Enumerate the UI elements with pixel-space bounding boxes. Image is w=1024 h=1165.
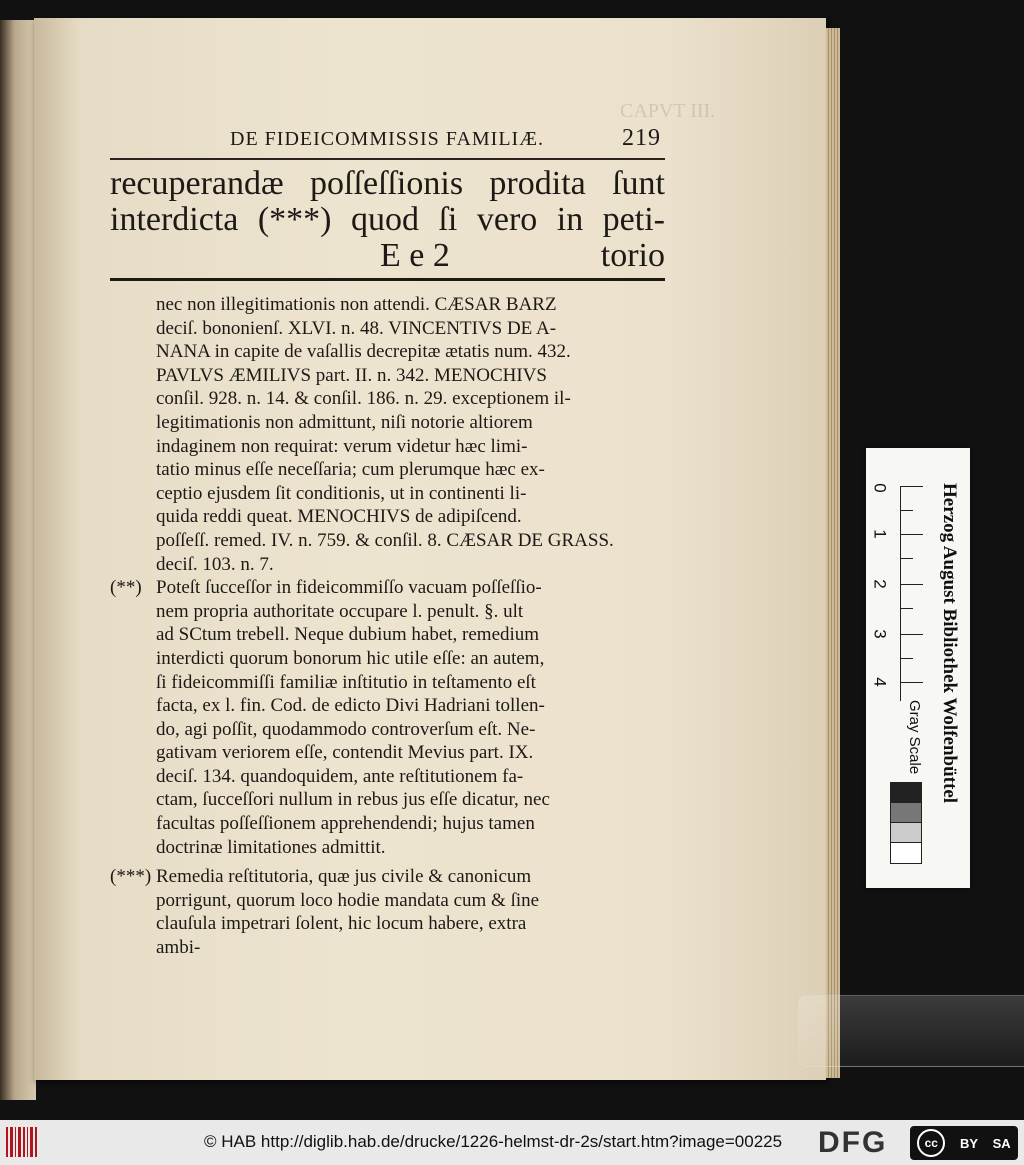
sa-label: SA <box>992 1135 1011 1151</box>
page-text-block <box>110 125 665 960</box>
body-line: conſil. 928. n. 14. & conſil. 186. n. 29. exceptionem il- <box>156 388 571 410</box>
body-line: NANA in capite de vaſallis decrepitæ ætatis num. 432. <box>156 341 571 363</box>
by-label: BY <box>959 1135 978 1151</box>
section-rule <box>110 278 665 281</box>
body-line: legitimationis non admittunt, niſi notorie altiorem <box>156 411 533 433</box>
note-line: porrigunt, quorum loco hodie mandata cum & ſine <box>156 889 540 911</box>
note-line: facultas poſſeſſionem apprehendendi; hujus tamen <box>156 813 535 835</box>
catchword: torio <box>600 237 665 274</box>
footnote-body <box>110 293 666 960</box>
ruler-number: 0 <box>870 483 890 493</box>
glass-weight <box>798 995 1024 1067</box>
ruler-number: 3 <box>870 629 890 639</box>
footnote-mark: (**) <box>110 577 142 599</box>
body-line: deciſ. 103. n. 7. <box>156 553 274 575</box>
note-line: ſi fideicommiſſi familiæ inſtitutio in teſtamento eſt <box>156 671 536 693</box>
note-line: doctrinæ limitationes admittit. <box>156 836 386 858</box>
body-line: PAVLVS ÆMILIVS part. II. n. 342. MENOCHIVS <box>156 364 547 386</box>
body-line: quida reddi queat. MENOCHIVS de adipiſcend. <box>156 506 522 528</box>
note-line: Poteſt ſucceſſor in fideicommiſſo vacuam poſſeſſio- <box>156 577 542 599</box>
footnote-2 <box>110 576 666 859</box>
body-line: indaginem non requirat: verum videtur hæc limi- <box>156 435 528 457</box>
scale-card-institution: Herzog August Bibliothek Wolfenbüttel <box>939 483 960 804</box>
body-line: ceptio ejusdem ſit conditionis, ut in continenti li- <box>156 482 527 504</box>
cc-icon: cc <box>917 1129 945 1157</box>
body-line: poſſeſſ. remed. IV. n. 759. & conſil. 8. CÆSAR DE GRASS. <box>156 529 614 551</box>
facing-page-edge <box>0 20 36 1100</box>
page-number: 219 <box>622 125 661 151</box>
heading-line-2: interdicta (***) quod ſi vero in peti- <box>110 201 665 238</box>
measurement-ruler <box>900 486 927 701</box>
ruler-number: 2 <box>870 579 890 589</box>
note-line: clauſula impetrari ſolent, hic locum habere, extra <box>156 913 527 935</box>
footnote-text <box>156 576 550 859</box>
note-line: do, agi poſſit, quodammodo controverſum eſt. Ne- <box>156 718 536 740</box>
note-line: Remedia reſtitutoria, quæ jus civile & canonicum <box>156 866 532 888</box>
running-head-title: DE FIDEICOMMISSIS FAMILIÆ. <box>230 128 544 150</box>
ruler-number: 1 <box>870 529 890 539</box>
footnote-text <box>156 865 539 959</box>
note-line: interdicti quorum bonorum hic utile eſſe: an autem, <box>156 647 545 669</box>
gray-swatch <box>890 842 922 864</box>
body-line: nec non illegitimationis non attendi. CÆSAR BARZ <box>156 294 557 315</box>
signature-line <box>110 238 665 274</box>
gray-scale-label: Gray Scale <box>906 700 923 775</box>
copyright-link[interactable]: © HAB http://diglib.hab.de/drucke/1226-helmst-dr-2s/start.htm?image=00225 <box>204 1132 783 1151</box>
gray-swatch <box>890 802 922 824</box>
heading-text-block <box>110 166 665 274</box>
body-line: deciſ. bononienſ. XLVI. n. 48. VINCENTIVS DE A- <box>156 317 557 339</box>
cc-license-icon[interactable] <box>910 1126 1018 1160</box>
page-stack-edge <box>826 28 840 1078</box>
note-line: nem propria authoritate occupare l. penult. §. ult <box>156 600 524 622</box>
hab-barcode-icon <box>6 1127 42 1157</box>
ruler-number: 4 <box>870 677 890 687</box>
signature-mark: E e 2 <box>380 237 450 274</box>
footnote-mark: (***) <box>110 866 152 888</box>
final-catchword: ambi- <box>156 937 201 959</box>
heading-line-1: recuperandæ poſſeſſionis prodita ſunt <box>110 165 665 202</box>
body-line: tatio minus eſſe neceſſaria; cum plerumque hæc ex- <box>156 459 545 481</box>
footnote-3 <box>110 865 666 959</box>
dfg-logo: DFG <box>818 1126 888 1159</box>
gray-swatch <box>890 822 922 844</box>
note-line: facta, ex l. fin. Cod. de edicto Divi Hadriani tollen- <box>156 695 545 717</box>
note-line: gativam veriorem eſſe, contendit Mevius part. IX. <box>156 742 534 764</box>
header-rule <box>110 158 665 160</box>
running-head <box>110 125 665 152</box>
note-line: ctam, ſucceſſori nullum in rebus jus eſſe dicatur, nec <box>156 789 550 811</box>
gray-swatch <box>890 782 922 804</box>
note-line: ad SCtum trebell. Neque dubium habet, remedium <box>156 624 540 646</box>
note-line: deciſ. 134. quandoquidem, ante reſtitutionem fa- <box>156 765 524 787</box>
